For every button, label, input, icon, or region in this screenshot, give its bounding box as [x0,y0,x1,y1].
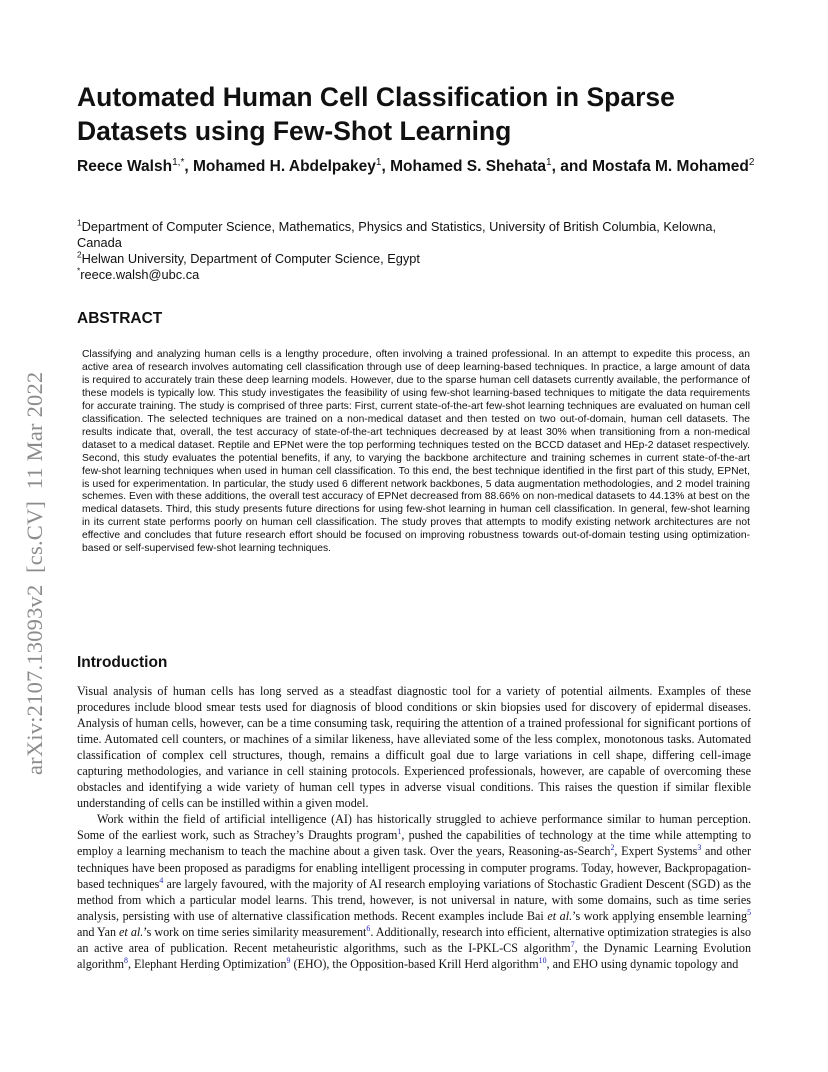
text-span: , and EHO using dynamic topology and [546,956,739,971]
arxiv-stamp: arXiv:2107.13093v2 [cs.CV] 11 Mar 2022 [22,371,47,775]
citation-link[interactable]: 3 [697,843,702,853]
affiliation-text: Department of Computer Science, Mathematics, Physics and Statistics, University of British Columbia, Kelowna, Canada [77,219,717,250]
paper-title: Automated Human Cell Classification in Sparse Datasets using Few-Shot Learning [77,82,675,146]
text-span: , the Dynamic Learning Evolution algorithm [77,940,751,971]
et-al-italic: et al. [547,908,573,923]
text-span: Work within the field of artificial intelligence (AI) has historically struggled to achieve performance similar to human perception. Some of the earliest work, such as Strachey’s Draughts program [77,812,751,843]
affiliation [77,251,757,267]
author-name: Mohamed S. Shehata [390,158,547,175]
email-text: reece.walsh@ubc.ca [80,267,200,282]
abstract-heading: ABSTRACT [77,310,163,327]
text-span: ’s work applying ensemble learning [572,908,748,923]
author-name: Mostafa M. Mohamed [592,158,749,175]
citation-link[interactable]: 2 [610,843,615,853]
affiliation-marker: 1 [77,217,82,228]
introduction-heading: Introduction [77,654,168,671]
text-span: are largely favoured, with the majority of AI research employing variations of Stochastic Gradient Descent (SGD) as the method from which a particular model learns. This trend, however, is not universal in nature, with some domains, such as time series analysis, persisting with use of alternative classification methods. Recent examples include Bai [77,876,751,923]
introduction-body [77,683,751,972]
citation-link[interactable]: 10 [538,955,547,965]
citation-link[interactable]: 1 [397,827,402,837]
et-al-italic: et al. [119,924,144,939]
author-affil-marker: 1 [375,156,382,168]
citation-link[interactable]: 7 [570,939,575,949]
affiliation-text: Helwan University, Department of Computer Science, Egypt [81,251,420,266]
text-span: . Additionally, research into efficient, alternative optimization strategies is also an active area of publication. Recent metaheuristic algorithms, such as the I-PKL-CS algorithm [77,924,752,955]
abstract-text: Classifying and analyzing human cells is a lengthy procedure, often involving a trained professional. In an attempt to expedite this process, an active area of research involves automating cell classification through use of deep learning-based techniques. In practice, a large amount of data is required to accurately train these deep learning models. However, due to the sparse human cell datasets currently available, the performance of these models is typically low. This study investigates the feasibility of using few-shot learning-based techniques to mitigate the data requirements for accurate training. The study is comprised of three parts: First, current state-of-the-art few-shot learning techniques are evaluated on human cell classification. The selected techniques are trained on a non-medical dataset and then tested on two out-of-domain, human cell datasets. The results indicate that, overall, the test accuracy of state-of-the-art techniques decreased by at least 30% when transitioning from a non-medical dataset to a medical dataset. Reptile and EPNet were the top performing techniques tested on the BCCD dataset and HEp-2 dataset respectively. Second, this study evaluates the potential benefits, if any, to varying the backbone architecture and training schemes in current state-of-the-art few-shot learning techniques when used in human cell classification. To this end, the best technique identified in the first part of this study, EPNet, is used for experimentation. In particular, the study used 6 different network backbones, 5 data augmentation methodologies, and 2 model training schemes. Even with these additions, the overall test accuracy of EPNet decreased from 88.66% on non-medical datasets to 44.13% at best on the medical datasets. Third, this study presents future directions for using few-shot learning in human cell classification. In general, few-shot learning in its current state performs poorly on human cell classification. The study proves that attempts to modify existing network architectures are not effective and concludes that future research effort should be focused on improving robustness towards out-of-domain testing using optimization-based or self-supervised few-shot learning techniques. [82,349,750,555]
author-conjunction: and [560,158,588,175]
text-span: ’s work on time series similarity measurement [143,924,367,939]
citation-link[interactable]: 6 [366,923,371,933]
author-affil-marker: 2 [748,156,755,168]
author-affil-marker: 1 [546,156,552,168]
text-span: , Expert Systems [614,844,698,859]
author-affil-marker: 1,* [172,156,185,168]
intro-paragraph-1: Visual analysis of human cells has long served as a steadfast diagnostic tool for a variety of potential ailments. Examples of these procedures include blood smear tests used for diagnosis of blood conditions or skin biopsies used for discovery of epidermal diseases. Analysis of human cells, however, can be a time consuming task, requiring the attention of a trained professional for significant portions of time. Automated cell counters, or machines of a similar likeness, have alleviated some of the less complex, monotonous tasks. Automated classification of complex cell structures, though, remains a difficult goal due to large variations in cell shape, differing cell-image capturing methodologies, and variance in cell staining protocols. Experienced professionals, however, are capable of overcoming these obstacles and identifying a wide variety of human cell types in adverse visual conditions. This raises the question if similar flexible understanding of cells can be instilled within a given model. [77,684,751,811]
author-list: Reece Walsh$^{1,*}$, Mohamed H. Abdelpakey$^1$, Mohamed S. Shehata$^1$, and Mostafa M. Mohamed$^2$ [77,156,755,175]
text-span: , Elephant Herding Optimization [127,956,287,971]
affiliation-marker: * [77,265,81,276]
citation-link[interactable]: 4 [159,875,164,885]
text-span: (EHO), the Opposition-based Krill Herd algorithm [290,956,539,971]
intro-paragraph-2 [77,811,751,971]
author-name: Reece Walsh [77,158,173,175]
text-span: and Yan [77,924,120,939]
text-span: and other techniques have been proposed as paradigms for enabling intelligent processing in computer programs. Today, however, Backpropagation-based techniques [77,844,751,891]
affiliation-marker: 2 [77,249,82,260]
affiliation [77,219,757,251]
text-span: , pushed the capabilities of technology at the time while attempting to employ a learning mechanism to teach the machine about a given task. Over the years, Reasoning-as-Search [77,828,751,859]
author-name: Mohamed H. Abdelpakey [193,158,376,175]
corresponding-email [77,267,757,283]
citation-link[interactable]: 5 [747,907,751,917]
citation-link[interactable]: 9 [286,955,291,965]
citation-link[interactable]: 8 [124,955,128,965]
